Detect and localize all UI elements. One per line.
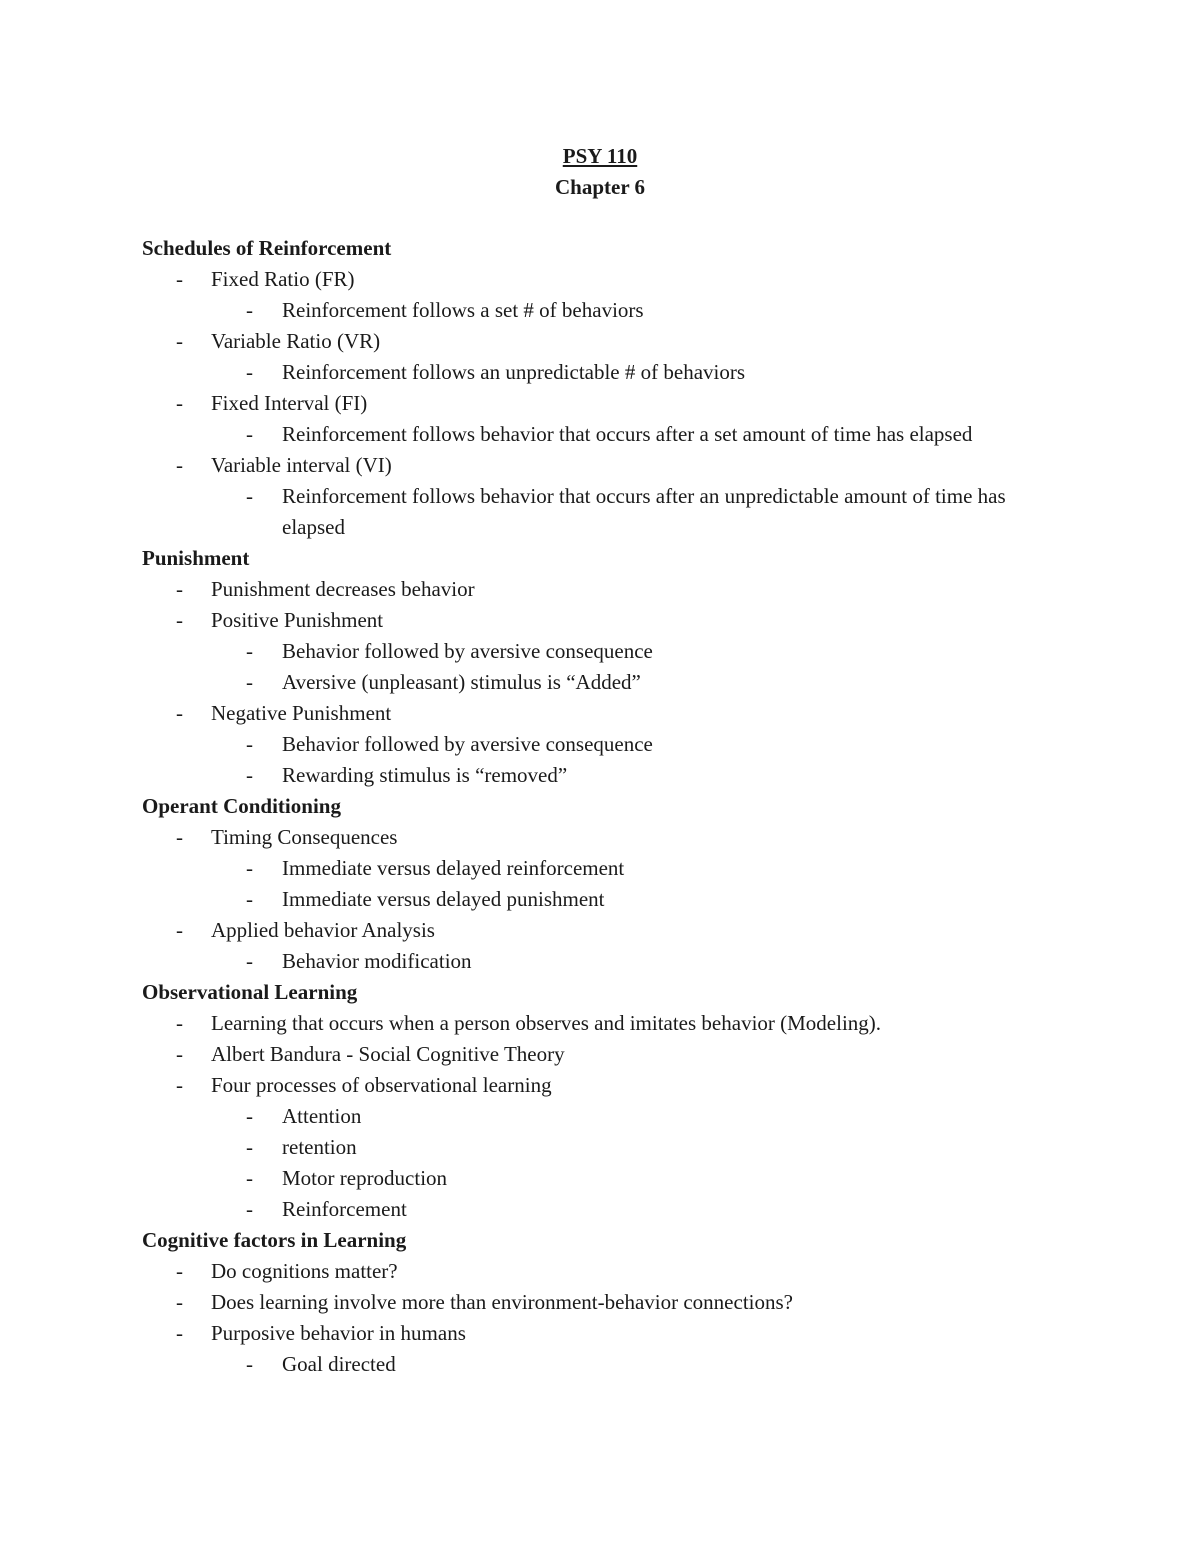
dash-bullet: - [246,856,253,880]
item-text: Punishment decreases behavior [211,577,475,601]
sub-list-item [142,357,1072,388]
item-text: Positive Punishment [211,608,384,632]
item-text: Behavior followed by aversive consequence [282,732,653,756]
dash-bullet: - [176,1042,183,1066]
dash-bullet: - [176,825,183,849]
list-item [142,1070,1072,1101]
item-text: Rewarding stimulus is “removed” [282,763,568,787]
item-text: Variable interval (VI) [211,453,392,477]
dash-bullet: - [176,918,183,942]
item-text: Variable Ratio (VR) [211,329,381,353]
item-text: Applied behavior Analysis [211,918,435,942]
sub-list-item [142,636,1072,667]
dash-bullet: - [176,267,183,291]
dash-bullet: - [246,1104,253,1128]
dash-bullet: - [246,639,253,663]
dash-bullet: - [246,422,253,446]
dash-bullet: - [176,391,183,415]
sub-list-item [142,295,1072,326]
dash-bullet: - [176,1011,183,1035]
item-text: Purposive behavior in humans [211,1321,466,1345]
dash-bullet: - [246,887,253,911]
item-text: Reinforcement follows an unpredictable # of behaviors [282,360,746,384]
dash-bullet: - [246,1352,253,1376]
sub-list-item [142,667,1072,698]
sub-list-item [142,1101,1072,1132]
dash-bullet: - [246,360,253,384]
dash-bullet: - [176,577,183,601]
list-item [142,264,1072,295]
sub-list-item [142,1163,1072,1194]
list-item [142,574,1072,605]
item-text: Goal directed [282,1352,396,1376]
list-item [142,915,1072,946]
notes-body [142,233,1072,1380]
item-text: Learning that occurs when a person observes and imitates behavior (Modeling). [211,1011,882,1035]
item-text: Reinforcement follows behavior that occurs after an unpredictable amount of time has elapsed [282,484,1006,539]
section-heading-schedules: Schedules of Reinforcement [142,236,392,260]
dash-bullet: - [246,949,253,973]
dash-bullet: - [176,1290,183,1314]
item-text: Aversive (unpleasant) stimulus is “Added” [282,670,641,694]
item-text: retention [282,1135,357,1159]
dash-bullet: - [246,732,253,756]
dash-bullet: - [176,701,183,725]
list-item [142,822,1072,853]
item-text: Fixed Ratio (FR) [211,267,355,291]
item-text: Four processes of observational learning [211,1073,552,1097]
item-text: Do cognitions matter? [211,1259,398,1283]
dash-bullet: - [246,1166,253,1190]
course-title: PSY 110 [562,144,638,168]
dash-bullet: - [176,1073,183,1097]
item-text: Reinforcement [282,1197,407,1221]
sub-list-item [142,1349,1072,1380]
item-text: Albert Bandura - Social Cognitive Theory [211,1042,565,1066]
list-item [142,698,1072,729]
sub-list-item [142,884,1072,915]
sub-list-item [142,760,1072,791]
item-text: Reinforcement follows behavior that occurs after a set amount of time has elapsed [282,422,973,446]
section-heading-operant: Operant Conditioning [142,794,341,818]
sub-list-item [142,853,1072,884]
list-item [142,326,1072,357]
item-text: Reinforcement follows a set # of behaviors [282,298,644,322]
item-text: Timing Consequences [211,825,398,849]
list-item [142,1318,1072,1349]
list-item [142,450,1072,481]
dash-bullet: - [176,1321,183,1345]
item-text: Behavior modification [282,949,472,973]
item-text: Does learning involve more than environment-behavior connections? [211,1290,793,1314]
dash-bullet: - [246,1135,253,1159]
list-item [142,1008,1072,1039]
item-text: Immediate versus delayed punishment [282,887,605,911]
item-text: Motor reproduction [282,1166,448,1190]
sub-list-item [142,946,1072,977]
section-heading-cognitive: Cognitive factors in Learning [142,1228,407,1252]
sub-list-item [142,419,1072,450]
sub-list-item [142,481,1072,543]
item-text: Attention [282,1104,362,1128]
dash-bullet: - [246,1197,253,1221]
item-text: Negative Punishment [211,701,392,725]
item-text: Behavior followed by aversive consequence [282,639,653,663]
chapter-title: Chapter 6 [554,175,646,199]
dash-bullet: - [246,763,253,787]
section-heading-punishment: Punishment [142,546,250,570]
dash-bullet: - [176,329,183,353]
dash-bullet: - [246,670,253,694]
list-item [142,1256,1072,1287]
section-heading-observational: Observational Learning [142,980,358,1004]
item-text: Fixed Interval (FI) [211,391,368,415]
list-item [142,605,1072,636]
list-item [142,388,1072,419]
dash-bullet: - [176,1259,183,1283]
sub-list-item [142,1194,1072,1225]
dash-bullet: - [176,608,183,632]
dash-bullet: - [246,484,253,508]
item-text: Immediate versus delayed reinforcement [282,856,625,880]
sub-list-item [142,729,1072,760]
dash-bullet: - [176,453,183,477]
dash-bullet: - [246,298,253,322]
sub-list-item [142,1132,1072,1163]
list-item [142,1039,1072,1070]
list-item [142,1287,1072,1318]
